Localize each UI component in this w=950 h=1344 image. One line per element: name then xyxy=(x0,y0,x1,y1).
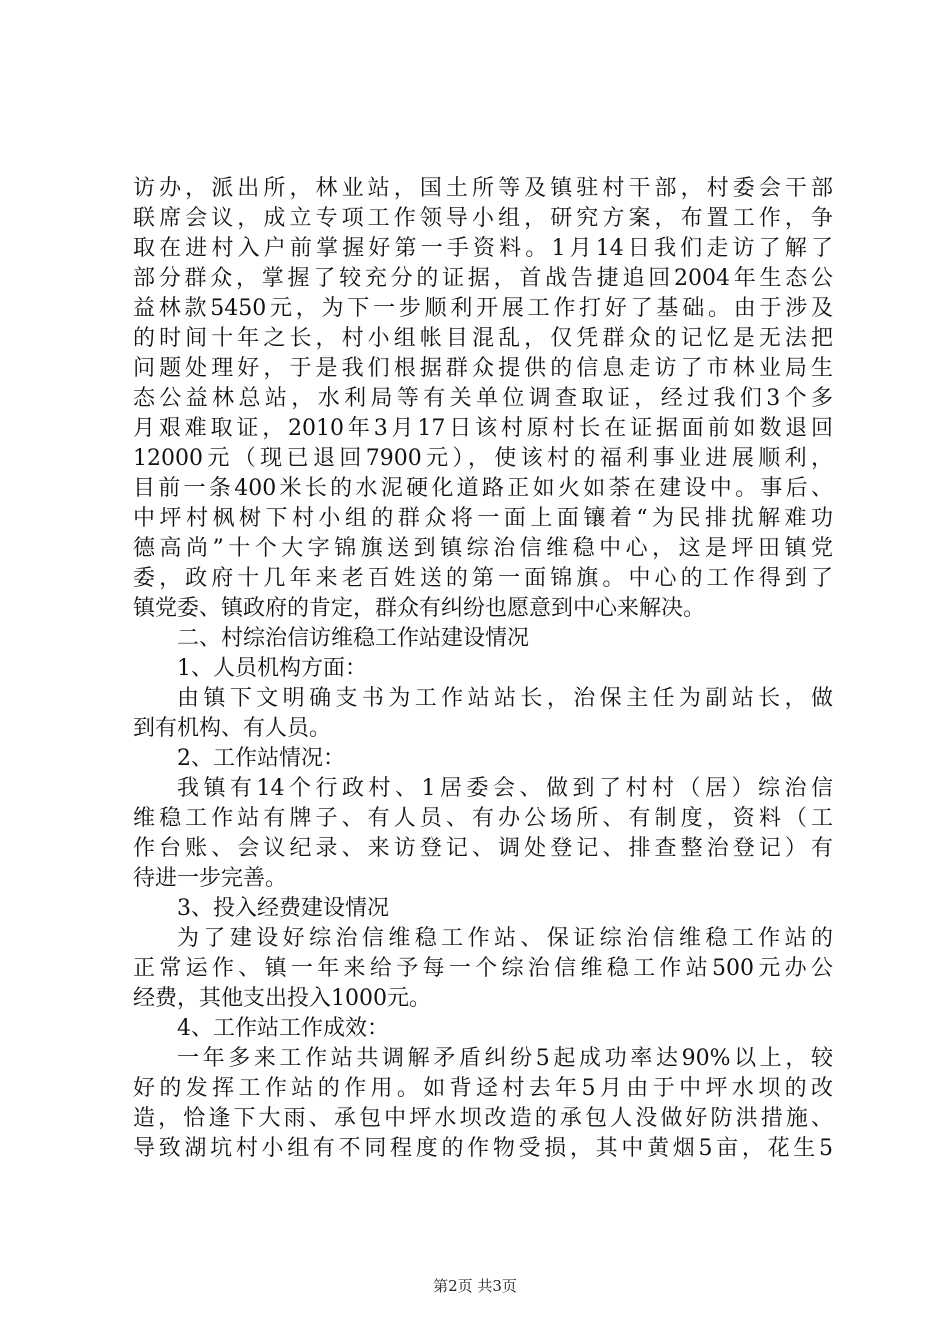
text-line: 联席会议，成立专项工作领导小组，研究方案，布置工作，争 xyxy=(133,206,833,231)
subsection-heading: 4、工作站工作成效： xyxy=(177,1016,389,1041)
text-line: 我镇有14个行政村、1居委会、做到了村村（居）综治信 xyxy=(177,776,833,801)
text-line: 作台账、会议纪录、来访登记、调处登记、排查整治登记）有 xyxy=(133,836,833,861)
text-line: 由镇下文明确支书为工作站站长，治保主任为副站长，做 xyxy=(177,686,833,711)
section-heading: 二、村综治信访维稳工作站建设情况 xyxy=(177,626,530,651)
subsection-heading: 2、工作站情况： xyxy=(177,746,345,771)
text-line: 取在进村入户前掌握好第一手资料。1月14日我们走访了解了 xyxy=(133,236,833,261)
text-line: 态公益林总站，水利局等有关单位调查取证，经过我们3个多 xyxy=(133,386,833,411)
text-line: 的时间十年之长，村小组帐目混乱，仅凭群众的记忆是无法把 xyxy=(133,326,833,351)
text-line: 一年多来工作站共调解矛盾纠纷5起成功率达90%以上，较 xyxy=(177,1046,833,1071)
text-line: 德高尚”十个大字锦旗送到镇综治信维稳中心，这是坪田镇党 xyxy=(133,536,833,561)
text-line: 访办，派出所，林业站，国土所等及镇驻村干部，村委会干部 xyxy=(133,176,833,201)
subsection-heading: 1、人员机构方面： xyxy=(177,656,367,681)
text-line: 部分群众，掌握了较充分的证据，首战告捷追回2004年生态公 xyxy=(133,266,833,291)
text-line: 月艰难取证，2010年3月17日该村原村长在证据面前如数退回 xyxy=(133,416,833,441)
text-line: 委，政府十几年来老百姓送的第一面锦旗。中心的工作得到了 xyxy=(133,566,833,591)
text-line: 正常运作、镇一年来给予每一个综治信维稳工作站500元办公 xyxy=(133,956,833,981)
document-body xyxy=(133,174,833,1164)
text-line: 问题处理好，于是我们根据群众提供的信息走访了市林业局生 xyxy=(133,356,833,381)
text-line: 经费，其他支出投入1000元。 xyxy=(133,986,431,1011)
page-number-footer: 第2页 共3页 xyxy=(433,1277,517,1295)
text-line: 造，恰逢下大雨、承包中坪水坝改造的承包人没做好防洪措施、 xyxy=(133,1106,833,1131)
text-line: 维稳工作站有牌子、有人员、有办公场所、有制度，资料（工 xyxy=(133,806,833,831)
text-line: 导致湖坑村小组有不同程度的作物受损，其中黄烟5亩，花生5 xyxy=(133,1136,833,1161)
subsection-heading: 3、投入经费建设情况 xyxy=(177,896,389,921)
text-line: 待进一步完善。 xyxy=(133,866,288,891)
text-line: 为了建设好综治信维稳工作站、保证综治信维稳工作站的 xyxy=(177,926,833,951)
text-line: 到有机构、有人员。 xyxy=(133,716,332,741)
text-line: 12000元（现已退回7900元），使该村的福利事业进展顺利， xyxy=(133,446,833,471)
text-line: 好的发挥工作站的作用。如背迳村去年5月由于中坪水坝的改 xyxy=(133,1076,833,1101)
text-line: 益林款5450元，为下一步顺利开展工作打好了基础。由于涉及 xyxy=(133,296,833,321)
text-line: 镇党委、镇政府的肯定，群众有纠纷也愿意到中心来解决。 xyxy=(133,596,706,621)
text-line: 中坪村枫树下村小组的群众将一面上面镶着“为民排扰解难功 xyxy=(133,506,833,531)
text-line: 目前一条400米长的水泥硬化道路正如火如荼在建设中。事后、 xyxy=(133,476,833,501)
